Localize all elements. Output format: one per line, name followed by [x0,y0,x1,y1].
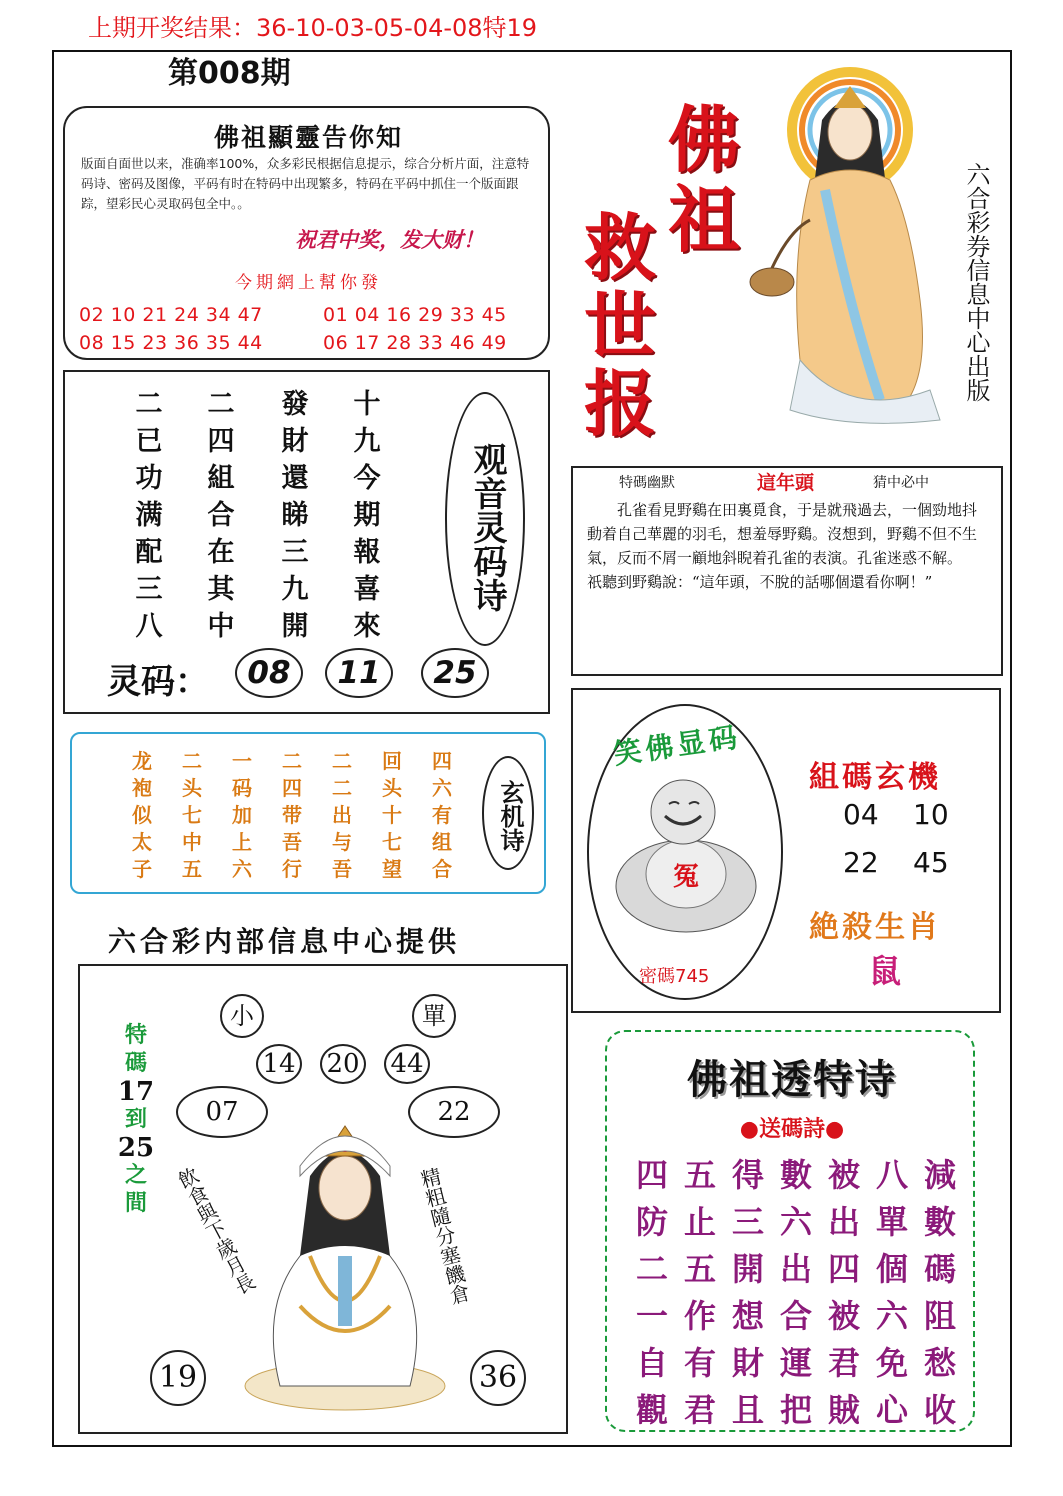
lingma-poem-box [63,370,550,714]
number-oval: 44 [384,1044,430,1084]
tema-poem-column: 五 止 五 作 有 君 [683,1156,716,1429]
xuanji-column: 四 六 有 组 合 [432,749,452,881]
masthead-char: 报 [584,361,657,446]
xuanji-title-oval [482,756,534,870]
masthead-char: 世 [584,283,657,368]
small-badge: 小 [220,994,264,1038]
intro-title: 佛祖顯靈告你知 [213,123,403,152]
combo-number: 10 [913,798,949,831]
tema-from: 17 [117,1077,155,1107]
xuanji-poem-box [70,732,546,894]
last-result: 上期开奖结果：36-10-03-05-04-08特19 [88,14,538,42]
tema-poem-column: 得 三 開 想 財 且 [731,1156,764,1429]
number-oval: 20 [320,1044,366,1084]
lingma-number: 08 [235,648,303,698]
tema-poem-column: 減 數 碼 阻 愁 收 [923,1156,956,1429]
number-row: 01 04 16 29 33 45 [323,304,507,326]
guanyin-standing-illustration [730,60,960,430]
xuanji-column: 二 头 七 中 五 [182,749,202,881]
tema-box [78,964,568,1434]
tema-char: 特 [124,1023,147,1048]
number-circle: 19 [150,1350,206,1406]
humor-tag-center: 這年頭 [757,472,815,494]
xuanji-column: 回 头 十 七 望 [382,749,402,881]
poem-column: 十 九 今 期 報 喜 來 [353,389,381,642]
poem-column: 發 財 還 睇 三 九 開 [281,389,309,642]
buddha-arc-text: 笑佛显码 [611,720,743,771]
intro-box [63,106,550,360]
tema-poem-column: 八 單 個 六 免 心 [875,1156,908,1429]
masthead-char: 佛 [668,97,741,182]
kill-zodiac-value: 鼠 [869,952,902,990]
combo-title: 組碼玄機 [809,760,941,795]
combo-number: 45 [913,846,949,879]
secret-code: 密碼745 [639,966,710,987]
number-row: 08 15 23 36 35 44 [79,332,263,354]
combo-number: 04 [843,798,879,831]
numbers-subtitle: 今期網上幫你發 [235,273,382,293]
humor-tag-left: 特碼幽默 [619,475,675,491]
number-oval: 07 [176,1086,268,1138]
poem-column: 二 四 組 合 在 其 中 [207,389,235,642]
number-circle: 36 [470,1350,526,1406]
tema-poem-column: 被 出 四 被 君 賊 [827,1156,860,1429]
tema-poem-column: 四 防 二 一 自 觀 [635,1156,668,1429]
tema-char: 間 [124,1191,147,1216]
poem-title: 观音灵码诗 [467,442,507,612]
buddha-box [571,688,1001,1013]
humor-tag-right: 猜中必中 [873,475,929,491]
tema-poem-column: 數 六 出 合 運 把 [779,1156,812,1429]
tema-char: 之 [124,1163,147,1188]
masthead-char: 祖 [668,177,741,262]
buddha-oval [587,704,783,1000]
number-row: 02 10 21 24 34 47 [79,304,263,326]
tema-to: 25 [117,1133,155,1163]
xuanji-column: 龙 袍 似 太 子 [132,749,152,881]
poem-column: 二 已 功 满 配 三 八 [135,389,163,642]
issue-number: 第008期 [168,56,291,91]
tema-char: 到 [124,1107,147,1132]
number-oval: 14 [256,1044,302,1084]
provider-line: 六合彩内部信息中心提供 [108,925,461,958]
humor-box [571,466,1003,676]
humor-paragraph: 孔雀看見野鷄在田裏覓食，于是就飛過去，一個勁地抖動着自己華麗的羽毛，想羞辱野鷄。沒想到，野鷄不但不生氣，反而不屑一顧地斜睨着孔雀的表演。孔雀迷惑不解。 [587,501,978,567]
laughing-buddha-illustration [611,766,761,936]
wish-text: 祝君中奖，发大财！ [295,228,484,252]
tema-char: 碼 [124,1051,147,1076]
humor-text [587,498,991,594]
publisher: 六合彩券信息中心出版 [962,162,990,402]
kill-zodiac-title: 絶殺生肖 [809,910,941,945]
lingma-label: 灵码： [107,662,209,702]
right-verse: 精粗隨分塞饑倉 [415,1165,473,1307]
number-oval: 22 [408,1086,500,1138]
xuanji-column: 二 四 带 吾 行 [282,749,302,881]
tema-poem-box [605,1030,975,1432]
buddha-chest-text: 冤 [673,862,700,892]
lingma-number: 25 [421,648,489,698]
lingma-number: 11 [325,648,393,698]
masthead-char: 救 [584,205,657,290]
xuanji-column: 一 码 加 上 六 [232,749,252,881]
xuanji-title: 玄机诗 [496,780,525,852]
tema-poem-subtitle: ●送碼詩● [739,1116,845,1142]
tema-poem-title: 佛祖透特诗 [687,1056,897,1103]
xuanji-column: 二 二 出 与 吾 [332,749,352,881]
poem-title-oval [445,392,525,646]
humor-paragraph: 祇聽到野鷄說：“這年頭，不脫的話哪個還看你啊！” [587,573,933,591]
number-row: 06 17 28 33 46 49 [323,332,507,354]
single-badge: 單 [412,994,456,1038]
combo-number: 22 [843,846,879,879]
intro-text: 版面自面世以来，准确率100%，众多彩民根据信息提示，综合分析片面，注意特码诗、密码及图像，平码有时在特码中出现繁多，特码在平码中抓住一个版面跟踪，望彩民心灵取码包全中。。 [81,156,530,211]
tema-range [116,1022,156,1218]
left-verse: 飲食與下歲月長 [171,1163,259,1299]
guanyin-seated-illustration [240,1106,450,1416]
